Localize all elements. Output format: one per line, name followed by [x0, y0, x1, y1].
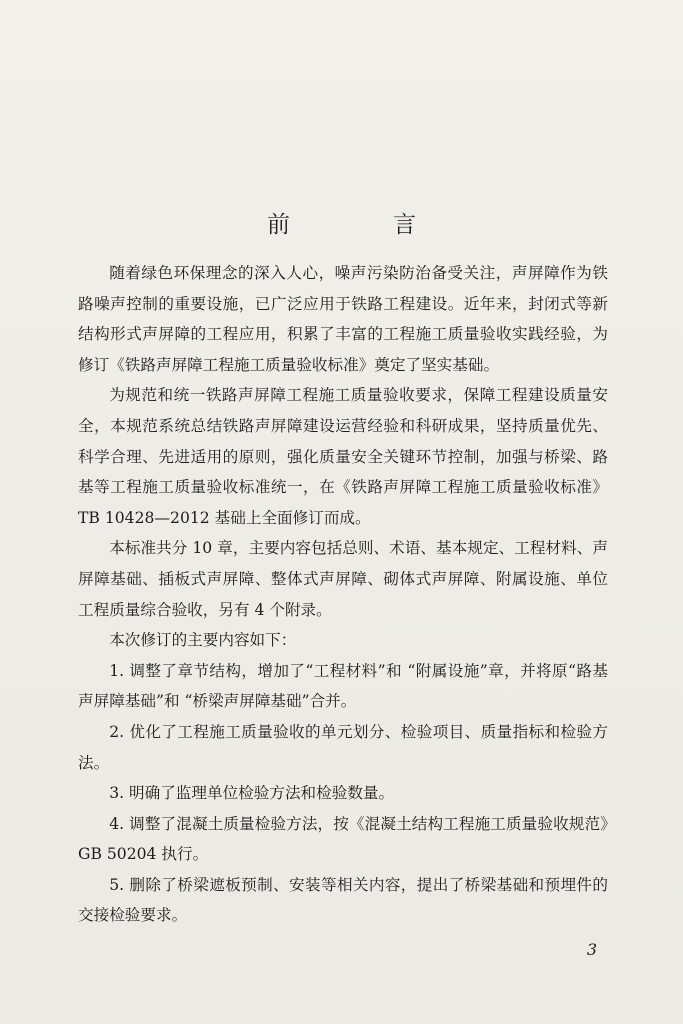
document-body	[78, 258, 608, 931]
revision-item-4: 4. 调整了混凝土质量检验方法，按《混凝土结构工程施工质量验收规范》GB 50204 执行。	[78, 814, 608, 864]
paragraph-revision-lead: 本次修订的主要内容如下：	[109, 631, 297, 650]
revision-item-3: 3. 明确了监理单位检验方法和检验数量。	[109, 784, 395, 803]
paragraph-intro: 随着绿色环保理念的深入人心，噪声污染防治备受关注，声屏障作为铁路噪声控制的重要设施，已广泛应用于铁路工程建设。近年来，封闭式等新结构形式声屏障的工程应用，积累了丰富的工程施工质量验收实践经验，为修订《铁路声屏障工程施工质量验收标准》奠定了坚实基础。	[78, 264, 608, 374]
revision-item-2: 2. 优化了工程施工质量验收的单元划分、检验项目、质量指标和检验方法。	[78, 722, 608, 772]
paragraph-structure: 本标准共分 10 章，主要内容包括总则、术语、基本规定、工程材料、声屏障基础、插板式声屏障、整体式声屏障、砌体式声屏障、附属设施、单位工程质量综合验收，另有 4 个附录。	[78, 539, 608, 619]
revision-item-5: 5. 删除了桥梁遮板预制、安装等相关内容，提出了桥梁基础和预埋件的交接检验要求。	[78, 875, 608, 925]
revision-item-1: 1. 调整了章节结构，增加了“工程材料”和 “附属设施”章，并将原“路基声屏障基础”和 “桥梁声屏障基础”合并。	[78, 661, 608, 711]
page-number: 3	[586, 940, 597, 959]
page-title: 前 言	[267, 212, 456, 238]
paragraph-purpose: 为规范和统一铁路声屏障工程施工质量验收要求，保障工程建设质量安全，本规范系统总结铁路声屏障建设运营经验和科研成果，坚持质量优先、科学合理、先进适用的原则，强化质量安全关键环节控制，加强与桥梁、路基等工程施工质量验收标准统一，在《铁路声屏障工程施工质量验收标准》TB 10428—2012 基础上全面修订而成。	[78, 386, 608, 527]
